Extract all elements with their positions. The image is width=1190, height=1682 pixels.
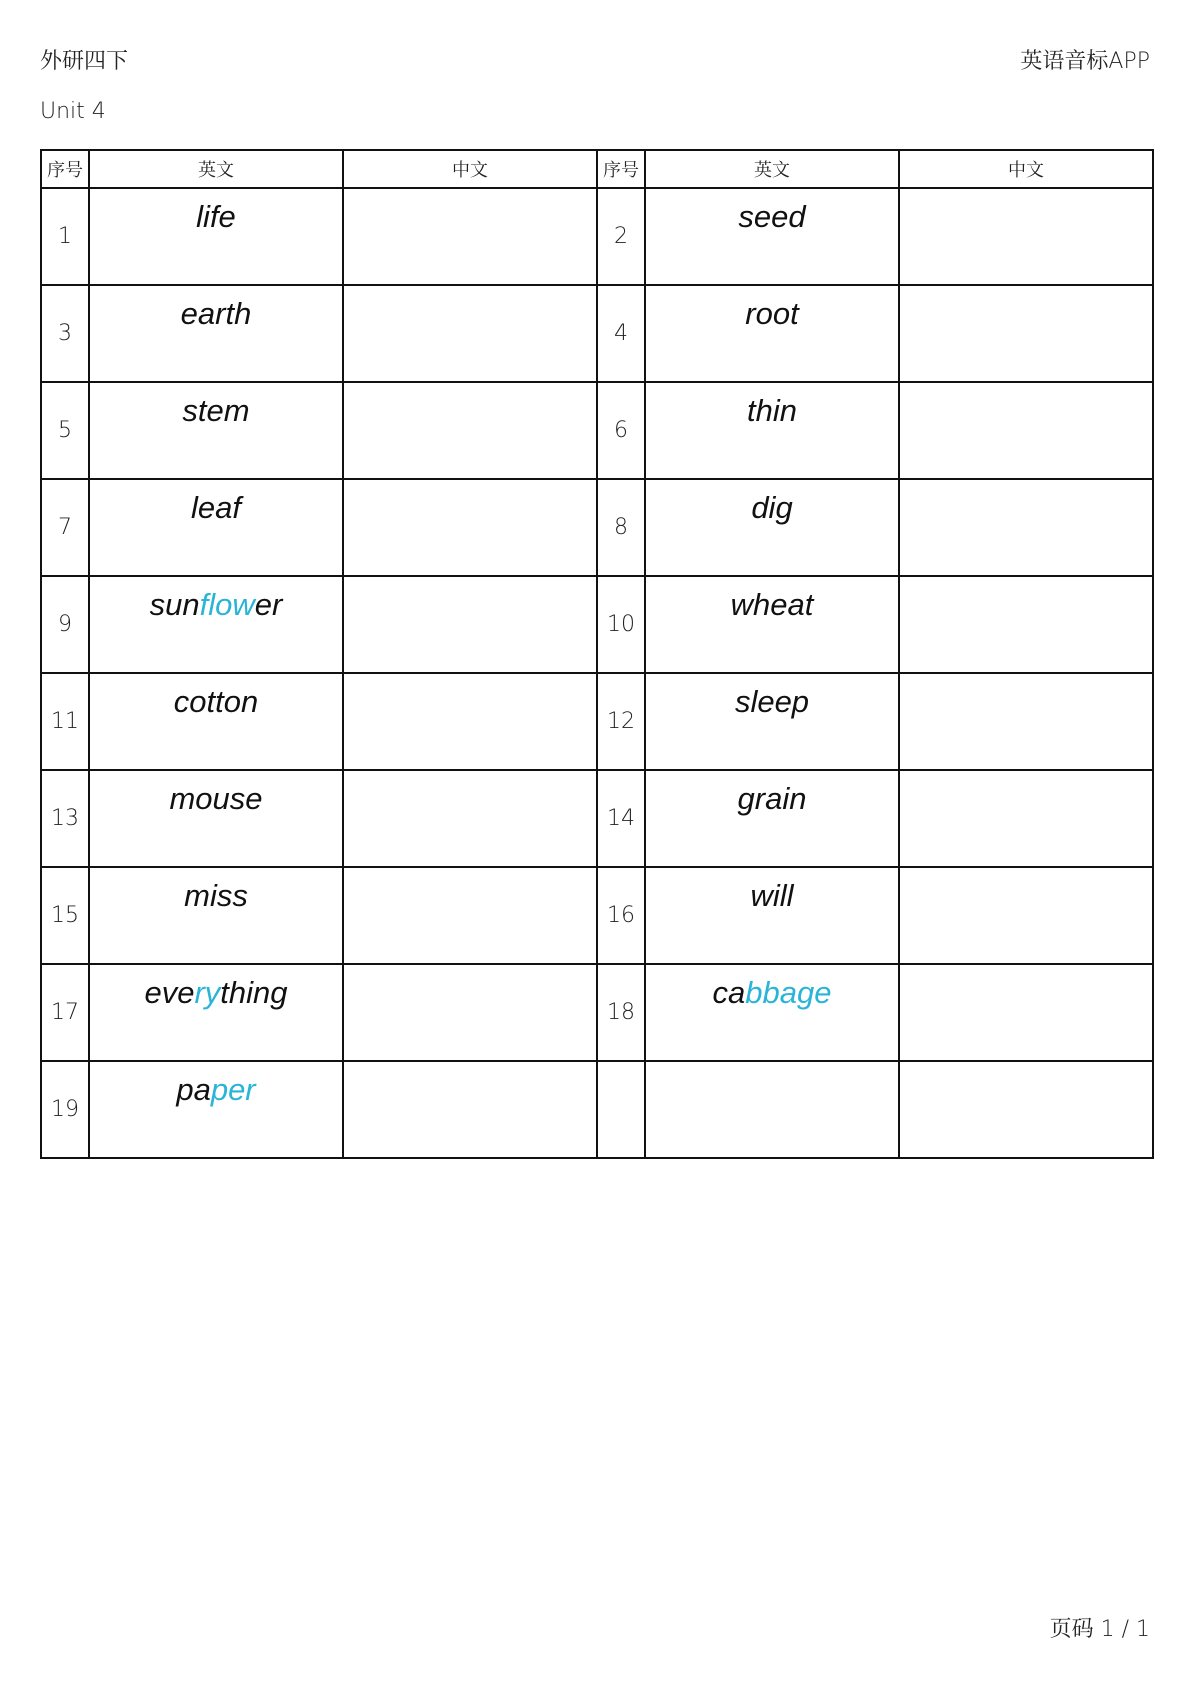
table-row [41, 479, 1153, 576]
english-word [646, 781, 898, 817]
english-word [90, 199, 342, 235]
unit-title: Unit 4 [40, 99, 106, 124]
english-word-cell [645, 382, 899, 479]
word-number [597, 1061, 645, 1158]
table-row [41, 770, 1153, 867]
chinese-answer-cell [899, 285, 1153, 382]
header-english-right: 英文 [645, 150, 899, 188]
word-number: 10 [597, 576, 645, 673]
word-segment: seed [738, 199, 806, 234]
english-word-cell [645, 188, 899, 285]
word-number: 8 [597, 479, 645, 576]
word-segment: stem [182, 393, 250, 428]
word-segment: sleep [734, 684, 810, 719]
word-segment: life [196, 199, 236, 234]
chinese-answer-cell [343, 479, 597, 576]
chinese-answer-cell [899, 188, 1153, 285]
chinese-answer-cell [899, 964, 1153, 1061]
english-word-cell [645, 576, 899, 673]
english-word [646, 490, 898, 526]
word-segment: ca [712, 975, 746, 1010]
word-number: 7 [41, 479, 89, 576]
english-word [646, 199, 898, 235]
word-number: 17 [41, 964, 89, 1061]
table-row [41, 867, 1153, 964]
chinese-answer-cell [343, 673, 597, 770]
english-word-cell [89, 188, 343, 285]
english-word-cell [89, 479, 343, 576]
word-segment: will [750, 878, 794, 913]
english-word [646, 393, 898, 429]
word-number: 2 [597, 188, 645, 285]
chinese-answer-cell [899, 1061, 1153, 1158]
chinese-answer-cell [899, 867, 1153, 964]
word-number: 1 [41, 188, 89, 285]
word-number: 5 [41, 382, 89, 479]
english-word-cell [89, 673, 343, 770]
english-word-cell [89, 964, 343, 1061]
english-word-cell [89, 576, 343, 673]
english-word [90, 490, 342, 526]
table-row [41, 382, 1153, 479]
word-segment: earth [180, 296, 252, 331]
word-highlight-segment: ry [194, 975, 221, 1010]
english-word [90, 781, 342, 817]
word-highlight-segment: bbage [745, 975, 832, 1010]
english-word-cell [89, 285, 343, 382]
word-number: 11 [41, 673, 89, 770]
word-number: 4 [597, 285, 645, 382]
chinese-answer-cell [899, 673, 1153, 770]
table-row [41, 964, 1153, 1061]
chinese-answer-cell [343, 188, 597, 285]
page-number: 页码 1 / 1 [1049, 1617, 1150, 1642]
word-segment: eve [144, 975, 195, 1010]
table-row [41, 576, 1153, 673]
word-segment: pa [176, 1072, 211, 1107]
header-book-title: 外研四下 [40, 49, 129, 74]
header-english-left: 英文 [89, 150, 343, 188]
english-word [646, 975, 898, 1011]
english-word-cell [89, 770, 343, 867]
word-segment: wheat [730, 587, 814, 622]
word-segment: miss [184, 878, 248, 913]
header-number-right: 序号 [597, 150, 645, 188]
word-highlight-segment: flow [199, 587, 255, 622]
english-word-cell [89, 382, 343, 479]
english-word [646, 587, 898, 623]
chinese-answer-cell [899, 479, 1153, 576]
word-segment: leaf [191, 490, 241, 525]
english-word [90, 684, 342, 720]
word-segment: cotton [173, 684, 259, 719]
word-number: 6 [597, 382, 645, 479]
word-number: 18 [597, 964, 645, 1061]
english-word [646, 878, 898, 914]
header-chinese-left: 中文 [343, 150, 597, 188]
chinese-answer-cell [899, 382, 1153, 479]
header-number-left: 序号 [41, 150, 89, 188]
english-word [90, 1072, 342, 1108]
english-word-cell [645, 479, 899, 576]
english-word [90, 878, 342, 914]
english-word [646, 684, 898, 720]
word-number: 19 [41, 1061, 89, 1158]
word-number: 13 [41, 770, 89, 867]
chinese-answer-cell [343, 576, 597, 673]
header-app-name: 英语音标APP [1020, 49, 1150, 74]
chinese-answer-cell [343, 867, 597, 964]
chinese-answer-cell [343, 1061, 597, 1158]
vocabulary-table [40, 149, 1154, 1159]
chinese-answer-cell [343, 770, 597, 867]
table-row [41, 188, 1153, 285]
word-segment: root [745, 296, 799, 331]
word-segment: sun [149, 587, 200, 622]
english-word-cell [645, 964, 899, 1061]
word-number: 16 [597, 867, 645, 964]
header-chinese-right: 中文 [899, 150, 1153, 188]
english-word [90, 587, 342, 623]
english-word [90, 393, 342, 429]
word-segment: dig [751, 490, 793, 525]
table-row [41, 285, 1153, 382]
english-word-cell [645, 673, 899, 770]
word-number: 14 [597, 770, 645, 867]
english-word [646, 296, 898, 332]
word-number: 3 [41, 285, 89, 382]
table-row [41, 1061, 1153, 1158]
english-word-cell [645, 867, 899, 964]
chinese-answer-cell [899, 576, 1153, 673]
english-word-cell [645, 1061, 899, 1158]
english-word [90, 296, 342, 332]
table-header-row [41, 150, 1153, 188]
table-row [41, 673, 1153, 770]
english-word-cell [645, 770, 899, 867]
word-number: 12 [597, 673, 645, 770]
english-word-cell [645, 285, 899, 382]
word-number: 9 [41, 576, 89, 673]
word-segment: thing [220, 975, 288, 1010]
word-segment: er [254, 587, 283, 622]
english-word-cell [89, 867, 343, 964]
word-segment: thin [747, 393, 797, 428]
chinese-answer-cell [899, 770, 1153, 867]
english-word [90, 975, 342, 1011]
chinese-answer-cell [343, 285, 597, 382]
english-word-cell [89, 1061, 343, 1158]
chinese-answer-cell [343, 382, 597, 479]
word-number: 15 [41, 867, 89, 964]
word-highlight-segment: per [210, 1072, 256, 1107]
word-segment: grain [737, 781, 807, 816]
word-segment: mouse [169, 781, 263, 816]
chinese-answer-cell [343, 964, 597, 1061]
